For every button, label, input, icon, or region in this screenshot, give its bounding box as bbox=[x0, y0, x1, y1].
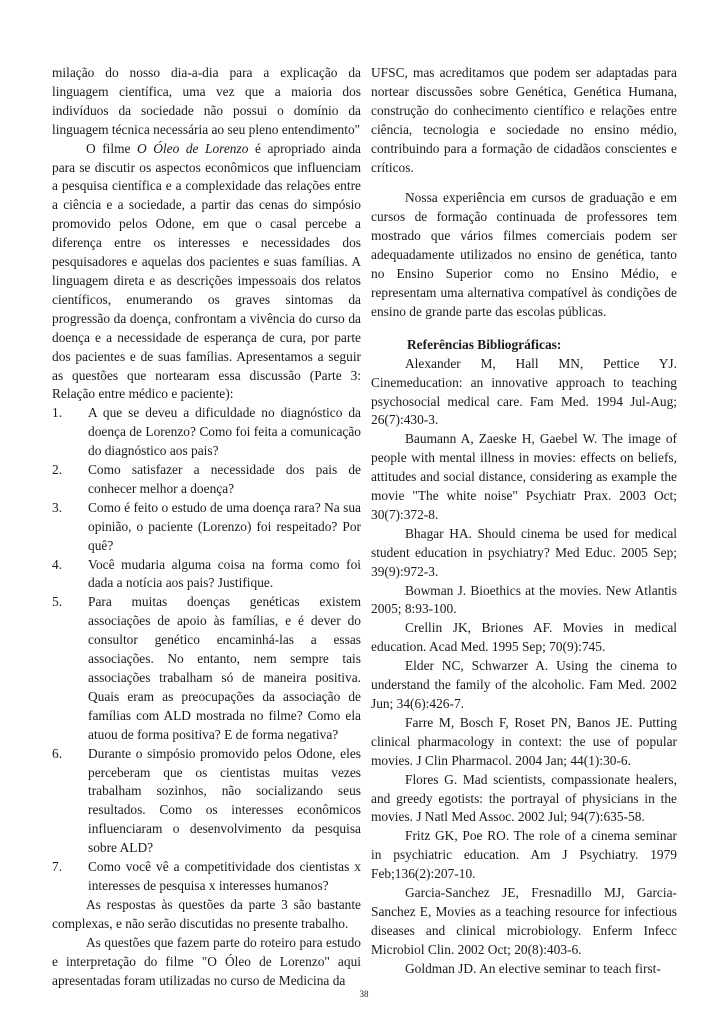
question-number: 3. bbox=[52, 499, 63, 515]
list-item bbox=[52, 499, 361, 556]
reference-item: Goldman JD. An elective seminar to teach first- bbox=[405, 960, 661, 976]
reference-item: Garcia-Sanchez JE, Fresnadillo MJ, Garcia-Sanchez E, Movies as a teaching resource for infectious diseases and clinical microbiology. Enferm Infecc Microbiol Clin. 2002 Oct; 20(8):403-6. bbox=[371, 885, 677, 957]
reference-list bbox=[371, 355, 677, 979]
reference-item: Alexander M, Hall MN, Pettice YJ. Cinemeducation: an innovative approach to teaching psychosocial medical care. Fam Med. 1994 Jul-Aug; 26(7):430-3. bbox=[371, 355, 677, 428]
left-column bbox=[52, 64, 361, 990]
list-item bbox=[52, 404, 361, 461]
question-text: Como é feito o estudo de uma doença rara? Na sua opinião, o paciente (Lorenzo) foi respeitado? Por quê? bbox=[88, 499, 361, 553]
paragraph-text: é apropriado ainda para se discutir os aspectos econômicos que influenciam a pesquisa científica e a complexidade das relações entre a ciência e a sociedade, a partir das cenas do simpósio promovido pelos Odone, em que o casal percebe a diferença entre os interesses e necessidades dos pesquisadores e aquelas dos pacientes e suas famílias. A linguagem direta e as descrições impessoais dos relatos científicos, enumerando os graves sintomas da progressão da doença, confrontam a vivência do curso da doença e a necessidade de esperança de cura, por parte dos pacientes e de suas famílias. Apresentamos a seguir as questões que nortearam essa discussão (Parte 3: Relação entre médico e paciente): bbox=[52, 140, 361, 402]
reference-item: Bhagar HA. Should cinema be used for medical student education in psychiatry? Med Educ. 2005 Sep; 39(9):972-3. bbox=[371, 525, 677, 579]
body-paragraph bbox=[52, 140, 361, 405]
paragraph-gap bbox=[371, 177, 677, 189]
reference-item: Bowman J. Bioethics at the movies. New Atlantis 2005; 8:93-100. bbox=[371, 582, 677, 617]
body-paragraph: As respostas às questões da parte 3 são bastante complexas, e não serão discutidas no presente trabalho. bbox=[52, 896, 361, 931]
question-number: 6. bbox=[52, 745, 63, 761]
question-text: Para muitas doenças genéticas existem associações de apoio às famílias, e é dever do consultor genético encaminhá-las a essas associações. No entanto, nem sempre tais associações trabalham só de maneira positiva. Quais eram as preocupações da associação de famílias com ALD mostrada no filme? Como ela atuou de forma positiva? E de forma negativa? bbox=[88, 594, 361, 742]
body-paragraph: UFSC, mas acreditamos que podem ser adaptadas para nortear discussões sobre Genética, Genética Humana, construção do conhecimento científico e relações entre ciência, tecnologia e sociedade no ensino médio, contribuindo para a formação de cidadãos conscientes e críticos. bbox=[371, 65, 677, 175]
list-item bbox=[52, 858, 361, 896]
question-text: A que se deveu a dificuldade no diagnóstico da doença de Lorenzo? Como foi feita a comunicação do diagnóstico aos pais? bbox=[88, 405, 361, 459]
body-paragraph: Nossa experiência em cursos de graduação e em cursos de formação continuada de professores tem mostrado que vários filmes comerciais podem ser adequadamente utilizados no ensino de genética, tanto no Ensino Superior como no Ensino Médio, e representam uma alternativa compatível às condições de ensino de grande parte das escolas públicas. bbox=[371, 190, 677, 319]
reference-item: Farre M, Bosch F, Roset PN, Banos JE. Putting clinical pharmacology in context: the use of popular movies. J Clin Pharmacol. 2004 Jan; 44(1):30-6. bbox=[371, 714, 677, 768]
list-item bbox=[52, 556, 361, 594]
question-number: 4. bbox=[52, 556, 63, 572]
references-heading: Referências Bibliográficas: bbox=[407, 336, 562, 352]
reference-item: Crellin JK, Briones AF. Movies in medical education. Acad Med. 1995 Sep; 70(9):745. bbox=[371, 620, 677, 655]
question-text: Durante o simpósio promovido pelos Odone, eles perceberam que os cientistas muitas vezes trabalham sozinhos, não socializando seus resultados. Como os interesses econômicos influenciaram o desenvolvimento da pesquisa sobre ALD? bbox=[88, 745, 361, 856]
list-item bbox=[52, 593, 361, 744]
film-prefix: O filme bbox=[86, 140, 131, 156]
question-list bbox=[52, 404, 361, 896]
question-number: 2. bbox=[52, 462, 63, 478]
reference-item: Flores G. Mad scientists, compassionate healers, and greedy egotists: the portrayal of physicians in the movies. J Natl Med Assoc. 2002 Jul; 94(7):635-58. bbox=[371, 771, 677, 825]
body-paragraph: As questões que fazem parte do roteiro para estudo e interpretação do filme "O Óleo de Lorenzo" aqui apresentadas foram utilizadas no curso de Medicina da bbox=[52, 934, 361, 988]
body-paragraph: milação do nosso dia-a-dia para a explicação da linguagem científica, uma vez que a maioria dos indivíduos da sociedade não possui o domínio da linguagem técnica necessária ao seu pleno entendimento" bbox=[52, 65, 361, 137]
page-number: 38 bbox=[359, 989, 369, 999]
question-text: Como você vê a competitividade dos cientistas x interesses de pesquisa x interesses humanos? bbox=[88, 859, 361, 893]
list-item bbox=[52, 461, 361, 499]
question-number: 1. bbox=[52, 405, 63, 421]
list-item bbox=[52, 745, 361, 858]
film-title: O Óleo de Lorenzo bbox=[137, 140, 249, 156]
reference-item: Elder NC, Schwarzer A. Using the cinema to understand the family of the alcoholic. Fam Med. 2002 Jun; 34(6):426-7. bbox=[371, 658, 677, 711]
question-text: Você mudaria alguma coisa na forma como foi dada a notícia aos pais? Justifique. bbox=[88, 556, 361, 591]
right-column bbox=[371, 64, 677, 979]
reference-item: Fritz GK, Poe RO. The role of a cinema seminar in psychiatric education. Am J Psychiatry. 1979 Feb;136(2):207-10. bbox=[371, 828, 677, 882]
question-text: Como satisfazer a necessidade dos pais de conhecer melhor a doença? bbox=[88, 462, 361, 496]
question-number: 5. bbox=[52, 594, 63, 610]
reference-item: Baumann A, Zaeske H, Gaebel W. The image of people with mental illness in movies: effects on beliefs, attitudes and social distance, considering as example the movie "The white noise" Psychiatr Prax. 2003 Oct; 30(7):372-8. bbox=[371, 431, 677, 522]
question-number: 7. bbox=[52, 859, 63, 875]
